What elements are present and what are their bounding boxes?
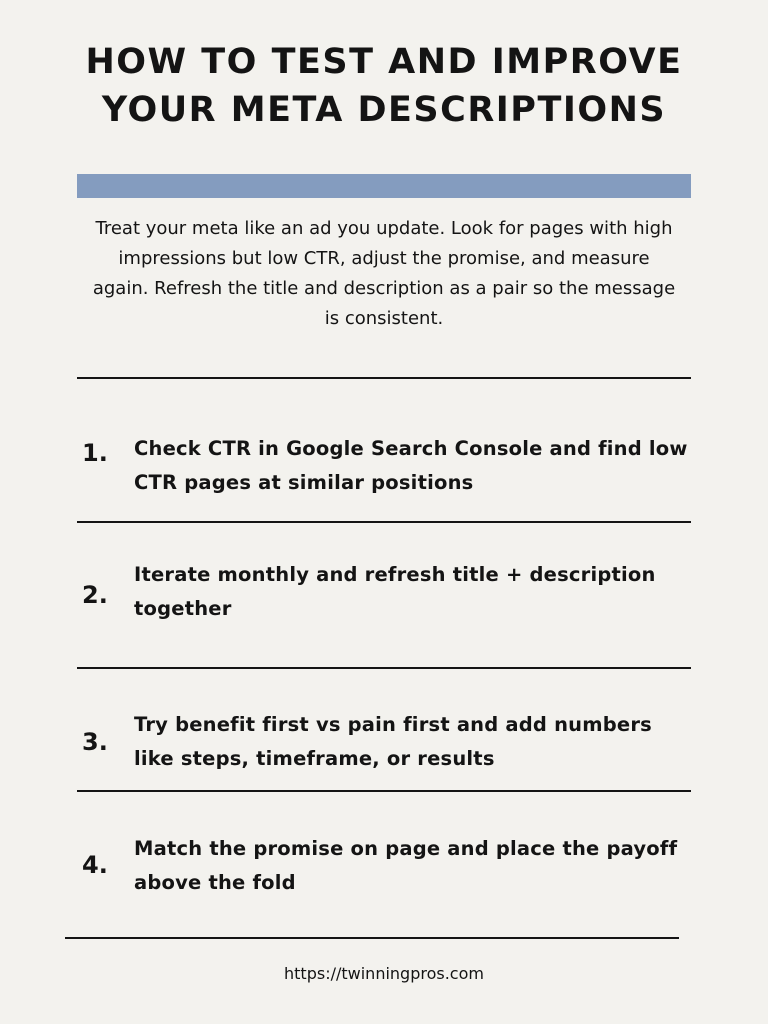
step-number: 2. [82,581,108,609]
step-number: 1. [82,439,108,467]
divider-step-2 [77,667,691,669]
intro-paragraph: Treat your meta like an ad you update. Look for pages with high impressions but low CTR, adjust the promise, and measure again. Refresh the title and description as a pair so the message is consistent. [92,218,676,329]
page-title [0,38,768,134]
page-title-line-2: YOUR META DESCRIPTIONS [101,90,667,130]
divider-step-3 [77,790,691,792]
step-text: Match the promise on page and place the payoff above the fold [134,837,678,894]
accent-bar [77,174,691,198]
page-title-line-1: HOW TO TEST AND IMPROVE [85,42,683,82]
footer-url: https://twinningpros.com [284,964,484,983]
step-text: Check CTR in Google Search Console and find low CTR pages at similar positions [134,437,688,494]
step-text: Try benefit first vs pain first and add numbers like steps, timeframe, or results [134,713,652,770]
step-text: Iterate monthly and refresh title + description together [134,563,656,620]
divider-footer [65,937,679,939]
step-number: 4. [82,851,108,879]
step-number: 3. [82,728,108,756]
divider-intro [77,377,691,379]
divider-step-1 [77,521,691,523]
